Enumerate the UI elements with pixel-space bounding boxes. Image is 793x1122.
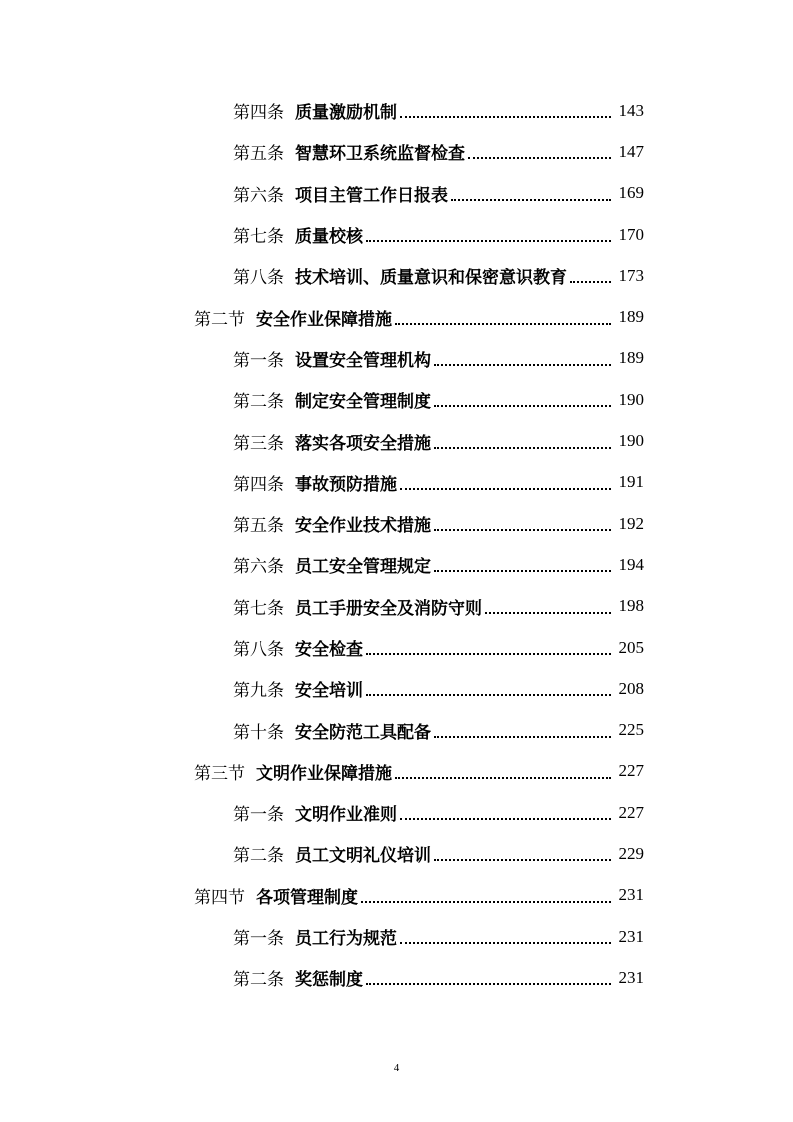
toc-entry-number: 第二条 [233, 970, 284, 991]
toc-entry-number: 第五条 [233, 516, 284, 537]
toc-entry-page: 191 [618, 472, 644, 492]
toc-dot-leader [434, 404, 611, 407]
toc-dot-leader [400, 941, 611, 944]
toc-entry[interactable] [0, 131, 793, 172]
toc-dot-leader [434, 528, 611, 531]
page-number: 4 [393, 1062, 400, 1074]
toc-entry-page: 231 [618, 926, 644, 946]
toc-entry-page: 205 [618, 637, 644, 657]
toc-dot-leader [395, 322, 611, 325]
toc-entry[interactable] [0, 627, 793, 668]
toc-entry-page: 192 [618, 513, 644, 533]
toc-entry-title: 事故预防措施 [295, 474, 397, 495]
toc-entry-title: 安全检查 [295, 640, 363, 660]
toc-entry-number: 第一条 [233, 350, 284, 371]
toc-entry-page: 227 [618, 802, 644, 822]
toc-dot-leader [366, 239, 611, 242]
toc-entry-page: 194 [618, 554, 644, 574]
toc-dot-leader [361, 900, 611, 903]
toc-section-entry[interactable] [0, 296, 793, 337]
toc-entry-page: 190 [618, 431, 644, 451]
toc-entry-title: 员工行为规范 [295, 929, 397, 950]
toc-entry[interactable] [0, 833, 793, 874]
toc-entry-title: 安全培训 [295, 681, 363, 702]
toc-entry[interactable] [0, 916, 793, 957]
toc-section-title: 安全作业保障措施 [256, 309, 392, 330]
toc-entry-page: 229 [618, 843, 644, 863]
toc-entry-page: 169 [618, 183, 644, 203]
toc-entry-page: 170 [618, 224, 644, 244]
toc-entry-title: 奖惩制度 [295, 970, 363, 991]
toc-entry-title: 制定安全管理制度 [295, 392, 431, 413]
toc-entry-number: 第四条 [233, 103, 284, 124]
toc-section-page: 231 [618, 885, 644, 905]
toc-entry[interactable] [0, 544, 793, 585]
toc-entry-number: 第九条 [233, 681, 284, 702]
toc-entry-page: 208 [618, 678, 644, 698]
toc-entry[interactable] [0, 503, 793, 544]
toc-dot-leader [434, 446, 611, 449]
toc-entry-page: 143 [618, 100, 644, 120]
toc-entry-title: 安全防范工具配备 [295, 722, 431, 743]
toc-entry[interactable] [0, 462, 793, 503]
toc-entry-title: 智慧环卫系统监督检查 [295, 144, 465, 165]
toc-entry-title: 设置安全管理机构 [295, 350, 431, 371]
toc-entry[interactable] [0, 792, 793, 833]
toc-section-title: 文明作业保障措施 [256, 763, 392, 784]
toc-entry-page: 231 [618, 967, 644, 987]
toc-entry[interactable] [0, 420, 793, 461]
toc-dot-leader [468, 156, 611, 159]
toc-dot-leader [434, 569, 611, 572]
toc-entry-number: 第二条 [233, 392, 284, 413]
toc-section-page: 189 [618, 307, 644, 327]
toc-section-number: 第三节 [194, 763, 245, 784]
toc-entry-page: 198 [618, 596, 644, 616]
toc-entry[interactable] [0, 214, 793, 255]
toc-entry-number: 第八条 [233, 640, 284, 660]
toc-entry-number: 第七条 [233, 227, 284, 248]
toc-entry-number: 第七条 [233, 598, 284, 619]
toc-entry[interactable] [0, 957, 793, 998]
toc-entry[interactable] [0, 709, 793, 750]
toc-entry-page: 189 [618, 348, 644, 368]
toc-entry-number: 第六条 [233, 557, 284, 578]
toc-dot-leader [400, 115, 611, 118]
toc-entry-number: 第十条 [233, 722, 284, 743]
toc-entry-title: 安全作业技术措施 [295, 516, 431, 537]
toc-entry-title: 技术培训、质量意识和保密意识教育 [295, 268, 567, 289]
toc-entry-page: 225 [618, 720, 644, 740]
toc-section-number: 第二节 [194, 309, 245, 330]
toc-entry-title: 质量校核 [295, 227, 363, 248]
toc-entry[interactable] [0, 586, 793, 627]
toc-entry-title: 质量激励机制 [295, 103, 397, 124]
table-of-contents [0, 90, 793, 999]
toc-dot-leader [434, 858, 611, 861]
toc-section-number: 第四节 [194, 887, 245, 908]
toc-entry[interactable] [0, 379, 793, 420]
toc-section-title: 各项管理制度 [256, 887, 358, 908]
toc-entry-title: 落实各项安全措施 [295, 433, 431, 454]
toc-dot-leader [434, 735, 611, 738]
toc-entry-title: 员工手册安全及消防守则 [295, 598, 482, 619]
toc-entry-number: 第六条 [233, 185, 284, 206]
toc-entry-number: 第二条 [233, 846, 284, 867]
toc-dot-leader [366, 652, 611, 655]
toc-entry-title: 员工文明礼仪培训 [295, 846, 431, 867]
toc-dot-leader [434, 363, 611, 366]
toc-dot-leader [485, 611, 611, 614]
toc-section-entry[interactable] [0, 875, 793, 916]
toc-dot-leader [366, 982, 611, 985]
toc-entry[interactable] [0, 255, 793, 296]
toc-entry[interactable] [0, 173, 793, 214]
toc-dot-leader [451, 198, 611, 201]
toc-section-entry[interactable] [0, 751, 793, 792]
toc-dot-leader [400, 817, 611, 820]
toc-entry-number: 第一条 [233, 929, 284, 950]
toc-entry-number: 第四条 [233, 474, 284, 495]
toc-entry-number: 第八条 [233, 268, 284, 289]
toc-entry-title: 员工安全管理规定 [295, 557, 431, 578]
toc-entry-number: 第一条 [233, 805, 284, 826]
toc-dot-leader [400, 487, 611, 490]
toc-entry-title: 文明作业准则 [295, 805, 397, 826]
toc-entry-page: 147 [618, 141, 644, 161]
toc-entry-number: 第五条 [233, 144, 284, 165]
toc-entry-title: 项目主管工作日报表 [295, 185, 448, 206]
toc-entry[interactable] [0, 338, 793, 379]
toc-dot-leader [366, 693, 611, 696]
toc-dot-leader [570, 280, 611, 283]
toc-entry[interactable] [0, 668, 793, 709]
toc-entry-page: 173 [618, 265, 644, 285]
toc-entry[interactable] [0, 90, 793, 131]
toc-entry-page: 190 [618, 389, 644, 409]
toc-entry-number: 第三条 [233, 433, 284, 454]
toc-dot-leader [395, 776, 611, 779]
toc-section-page: 227 [618, 761, 644, 781]
